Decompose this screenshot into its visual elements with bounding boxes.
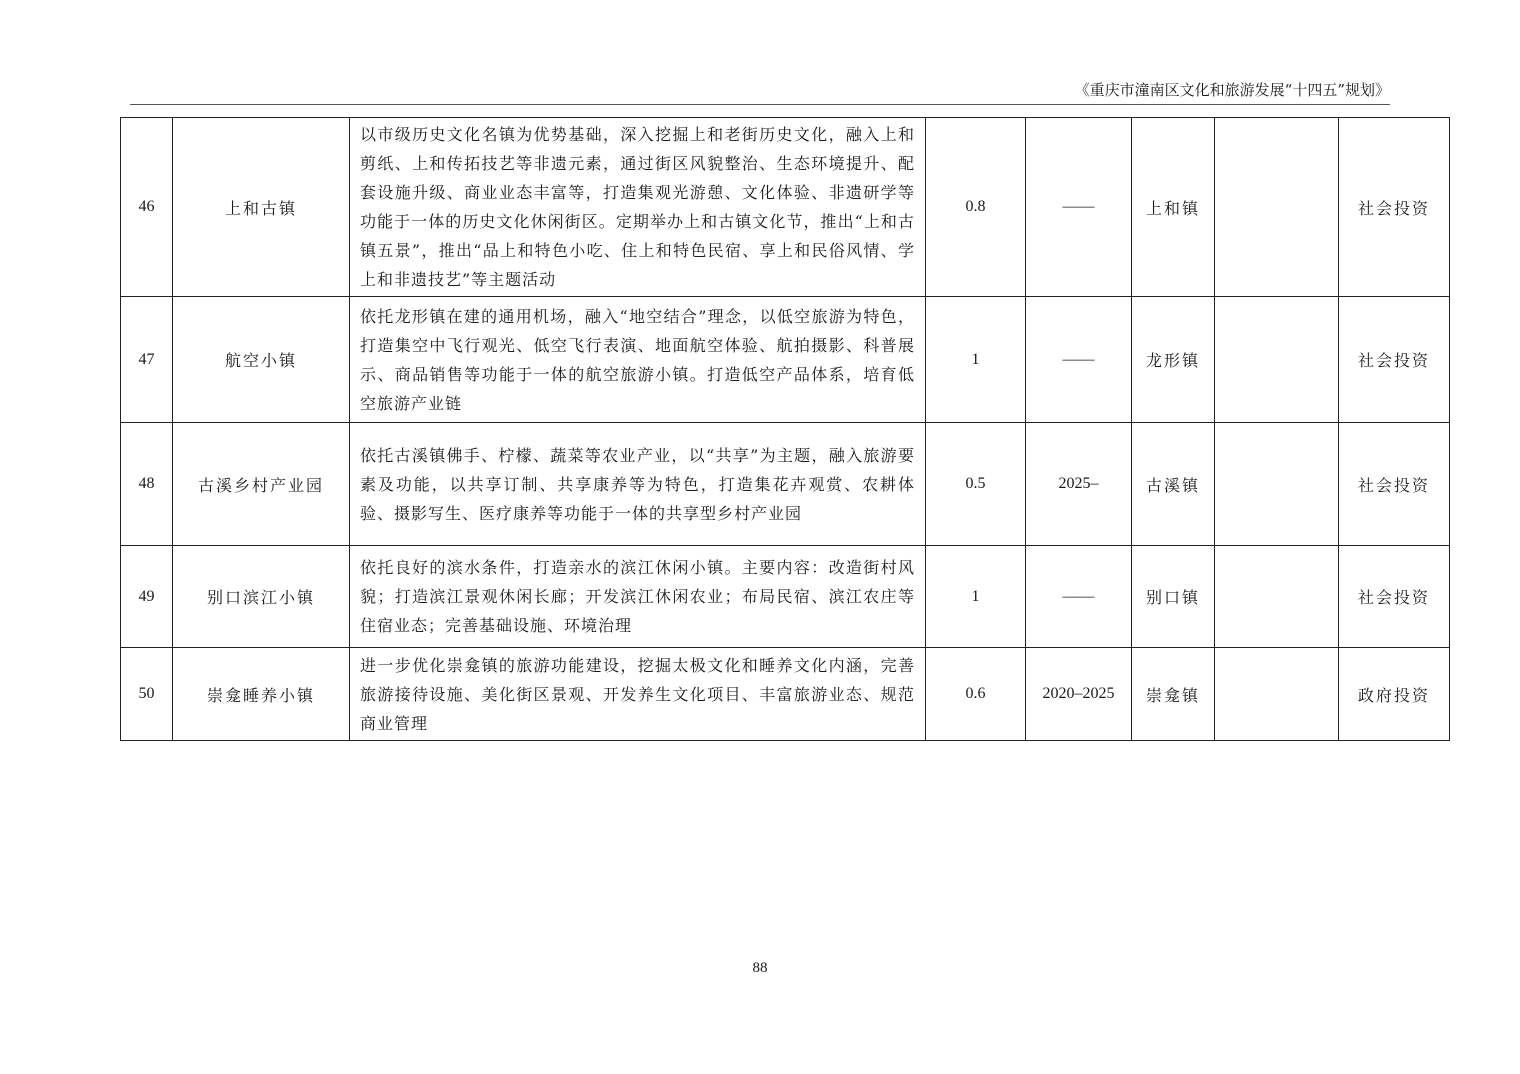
project-location: 崇龛镇 (1132, 648, 1215, 741)
running-header: 《重庆市潼南区文化和旅游发展“十四五”规划》 (130, 76, 1390, 105)
project-name: 别口滨江小镇 (173, 546, 350, 648)
construction-period: —— (1026, 546, 1132, 648)
investment-type: 社会投资 (1339, 297, 1450, 423)
row-number: 47 (121, 297, 173, 423)
investment-amount: 0.8 (926, 118, 1026, 297)
empty-cell (1215, 423, 1339, 546)
row-number: 50 (121, 648, 173, 741)
construction-period: —— (1026, 118, 1132, 297)
table-row (121, 546, 1450, 648)
project-location: 上和镇 (1132, 118, 1215, 297)
table-row (121, 648, 1450, 741)
project-description: 依托良好的滨水条件，打造亲水的滨江休闲小镇。主要内容：改造街村风貌；打造滨江景观休闲长廊；开发滨江休闲农业；布局民宿、滨江农庄等住宿业态；完善基础设施、环境治理 (350, 546, 926, 648)
project-description: 依托古溪镇佛手、柠檬、蔬菜等农业产业，以“共享”为主题，融入旅游要素及功能，以共享订制、共享康养等为特色，打造集花卉观赏、农耕体验、摄影写生、医疗康养等功能于一体的共享型乡村产业园 (350, 423, 926, 546)
investment-type: 社会投资 (1339, 118, 1450, 297)
project-name: 航空小镇 (173, 297, 350, 423)
investment-type: 政府投资 (1339, 648, 1450, 741)
empty-cell (1215, 297, 1339, 423)
project-description: 进一步优化崇龛镇的旅游功能建设，挖掘太极文化和睡养文化内涵，完善旅游接待设施、美化街区景观、开发养生文化项目、丰富旅游业态、规范商业管理 (350, 648, 926, 741)
investment-amount: 1 (926, 546, 1026, 648)
investment-type: 社会投资 (1339, 423, 1450, 546)
project-name: 古溪乡村产业园 (173, 423, 350, 546)
project-location: 别口镇 (1132, 546, 1215, 648)
table-row (121, 297, 1450, 423)
project-name: 崇龛睡养小镇 (173, 648, 350, 741)
investment-amount: 1 (926, 297, 1026, 423)
page-number: 88 (752, 960, 768, 976)
project-description: 以市级历史文化名镇为优势基础，深入挖掘上和老街历史文化，融入上和剪纸、上和传拓技艺等非遗元素，通过街区风貌整治、生态环境提升、配套设施升级、商业业态丰富等，打造集观光游憩、文化体验、非遗研学等功能于一体的历史文化休闲街区。定期举办上和古镇文化节，推出“上和古镇五景”，推出“品上和特色小吃、住上和特色民宿、享上和民俗风情、学上和非遗技艺”等主题活动 (350, 118, 926, 297)
construction-period: 2025– (1026, 423, 1132, 546)
investment-amount: 0.6 (926, 648, 1026, 741)
project-name: 上和古镇 (173, 118, 350, 297)
project-description: 依托龙形镇在建的通用机场，融入“地空结合”理念，以低空旅游为特色，打造集空中飞行观光、低空飞行表演、地面航空体验、航拍摄影、科普展示、商品销售等功能于一体的航空旅游小镇。打造低空产品体系，培育低空旅游产业链 (350, 297, 926, 423)
project-location: 古溪镇 (1132, 423, 1215, 546)
table-row (121, 423, 1450, 546)
investment-amount: 0.5 (926, 423, 1026, 546)
construction-period: 2020–2025 (1026, 648, 1132, 741)
project-table (120, 117, 1450, 741)
empty-cell (1215, 118, 1339, 297)
construction-period: —— (1026, 297, 1132, 423)
empty-cell (1215, 648, 1339, 741)
row-number: 48 (121, 423, 173, 546)
table-row (121, 118, 1450, 297)
empty-cell (1215, 546, 1339, 648)
row-number: 46 (121, 118, 173, 297)
project-location: 龙形镇 (1132, 297, 1215, 423)
investment-type: 社会投资 (1339, 546, 1450, 648)
row-number: 49 (121, 546, 173, 648)
